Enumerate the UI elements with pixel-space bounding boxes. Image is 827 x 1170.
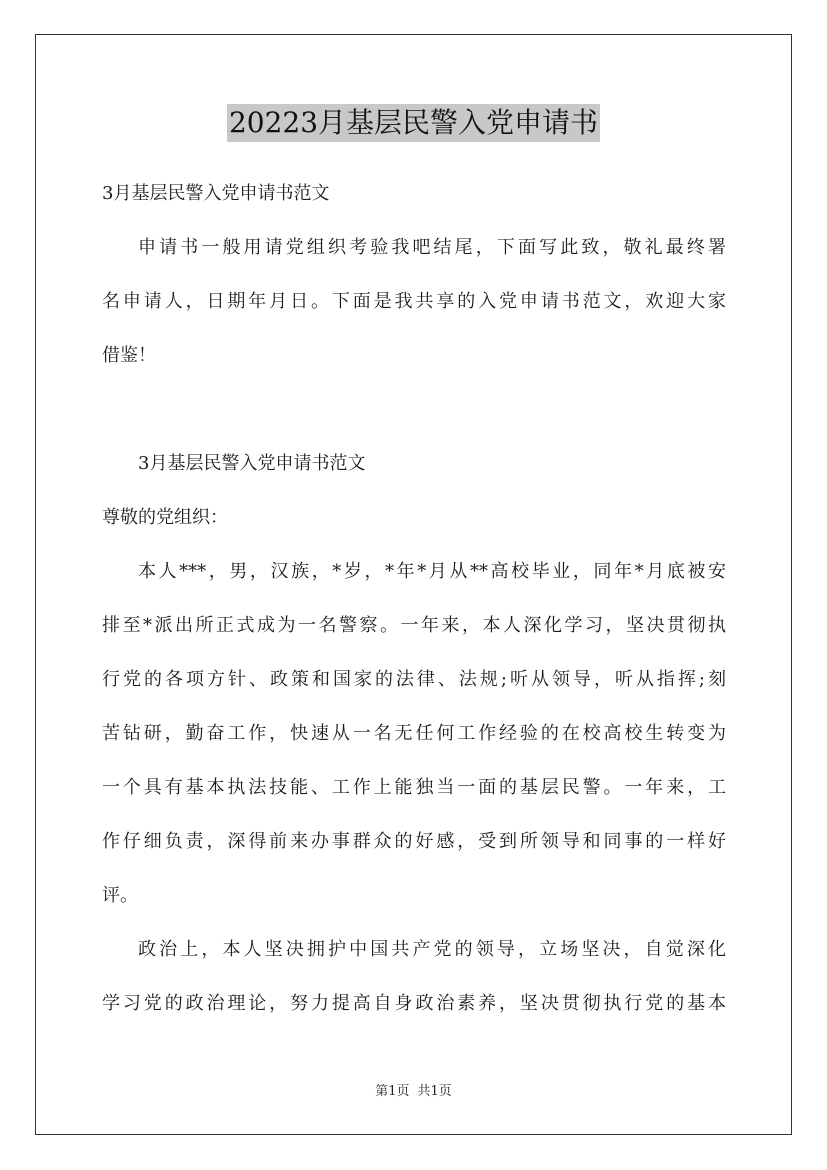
paragraph-line: 评。 bbox=[102, 885, 138, 906]
section-heading: 3月基层民警入党申请书范文 bbox=[138, 453, 366, 474]
intro-heading: 3月基层民警入党申请书范文 bbox=[102, 183, 330, 204]
paragraph-line: 本人***，男，汉族，*岁，*年*月从**高校毕业，同年*月底被安 bbox=[138, 561, 726, 582]
paragraph-line: 名申请人，日期年月日。下面是我共享的入党申请书范文，欢迎大家 bbox=[102, 291, 726, 312]
paragraph-line: 排至*派出所正式成为一名警察。一年来，本人深化学习，坚决贯彻执 bbox=[102, 615, 726, 636]
paragraph-line: 学习党的政治理论，努力提高自身政治素养，坚决贯彻执行党的基本 bbox=[102, 993, 726, 1014]
paragraph-line: 一个具有基本执法技能、工作上能独当一面的基层民警。一年来，工 bbox=[102, 777, 726, 798]
page-footer bbox=[0, 1083, 827, 1101]
salutation: 尊敬的党组织： bbox=[102, 507, 228, 528]
document-title: 20223月基层民警入党申请书 bbox=[227, 104, 600, 142]
paragraph-line: 作仔细负责，深得前来办事群众的好感，受到所领导和同事的一样好 bbox=[102, 831, 726, 852]
page-number: 第1页 bbox=[375, 1084, 410, 1099]
title-wrap bbox=[0, 104, 827, 142]
page-total: 共1页 bbox=[417, 1084, 452, 1099]
paragraph-line: 申请书一般用请党组织考验我吧结尾，下面写此致，敬礼最终署 bbox=[138, 237, 726, 258]
paragraph-line: 行党的各项方针、政策和国家的法律、法规;听从领导，听从指挥;刻 bbox=[102, 669, 726, 690]
paragraph-line: 苦钻研，勤奋工作，快速从一名无任何工作经验的在校高校生转变为 bbox=[102, 723, 726, 744]
paragraph-line: 政治上，本人坚决拥护中国共产党的领导，立场坚决，自觉深化 bbox=[138, 939, 726, 960]
paragraph-line: 借鉴！ bbox=[102, 345, 156, 366]
